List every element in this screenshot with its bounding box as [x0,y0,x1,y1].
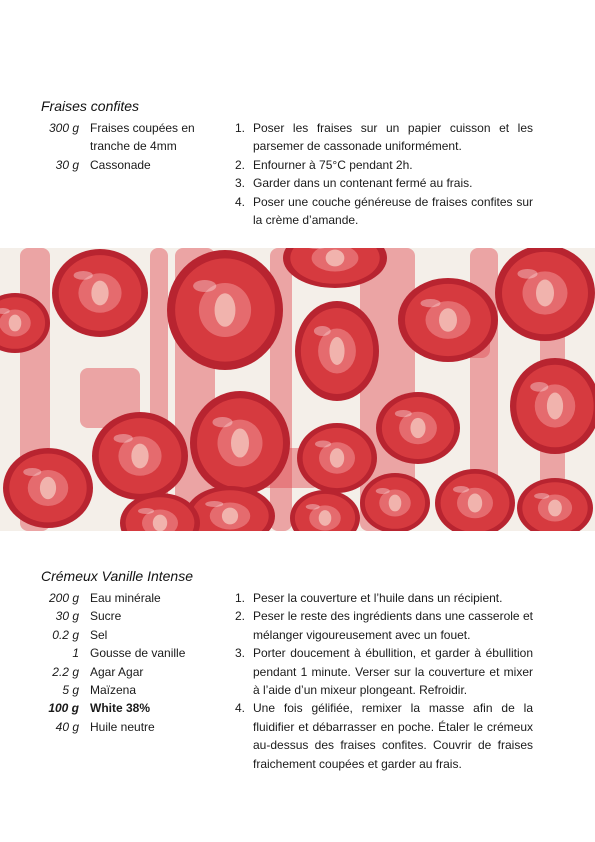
ingredient-quantity: 200 g [48,591,79,605]
step-item [235,156,533,174]
ingredient-row [40,663,215,681]
ingredient-quantity: 5 g [62,683,79,698]
step-item [235,607,533,644]
ingredient-row [40,644,215,662]
ingredient-quantity: 40 g [55,719,79,734]
ingredient-name: Sel [90,627,108,642]
step-item [235,119,533,156]
step-item [235,699,533,773]
step-number: 1. [235,121,246,135]
ingredient-quantity: 1 [72,646,79,661]
step-number: 2. [235,609,246,624]
step-text: Peser le reste des ingrédients dans une casserole et mélanger vigoureusement avec un fouet. [253,609,533,642]
section-title: Fraises confites [41,98,140,114]
step-list [235,119,533,229]
step-number: 2. [235,157,246,172]
ingredient-name: Huile neutre [90,719,155,734]
ingredient-row [40,699,215,717]
step-text: Poser une couche généreuse de fraises confites sur la crème d’amande. [253,194,533,228]
ingredient-quantity: 300 g [48,121,79,135]
ingredient-row [40,681,215,699]
ingredient-quantity: 0.2 g [52,627,79,642]
step-text: Peser la couverture et l’huile dans un récipient. [253,591,503,605]
ingredient-row [40,156,215,174]
step-list [235,589,533,773]
step-item [235,174,533,192]
step-item [235,193,533,230]
ingredient-quantity: 30 g [55,157,79,172]
ingredient-name: Maïzena [90,683,137,698]
strawberry-photo [0,248,595,531]
step-item [235,589,533,607]
step-text: Porter doucement à ébullition, et garder à ébullition pendant 1 minute. Verser sur la couverture et mixer à l’aide d’un mixeur plongeant. Refroidir. [253,646,533,698]
ingredient-row [40,626,215,644]
ingredient-name: Gousse de vanille [90,646,186,661]
ingredient-name: Sucre [90,609,122,624]
recipe-section-fraises-confites [40,98,535,228]
ingredient-name: Fraises coupées en tranche de 4mm [90,121,195,154]
ingredient-quantity: 100 g [48,701,79,716]
step-text: Enfourner à 75°C pendant 2h. [253,157,413,172]
ingredient-name: White 38% [90,701,151,716]
candied-strawberries-image [0,248,595,531]
ingredient-row [40,718,215,736]
recipe-section-cremeux-vanille [40,568,535,771]
ingredient-row [40,589,215,607]
step-number: 1. [235,591,246,605]
ingredient-list [40,589,215,736]
step-number: 3. [235,646,246,661]
step-text: Poser les fraises sur un papier cuisson et les parsemer de cassonade uniformément. [253,121,533,154]
section-title: Crémeux Vanille Intense [41,568,194,584]
ingredient-quantity: 2.2 g [52,664,79,679]
step-number: 4. [235,701,246,716]
step-text: Garder dans un contenant fermé au frais. [253,176,473,191]
step-item [235,644,533,699]
ingredient-row [40,607,215,625]
step-number: 3. [235,176,246,191]
step-number: 4. [235,194,246,209]
ingredient-list [40,119,215,174]
step-text: Une fois gélifiée, remixer la masse afin de la fluidifier et débarrasser en poche. Étaler le crémeux au-dessus des fraises confites. Couvrir de fraises fraichement coupées et garder au frais. [253,701,533,771]
ingredient-row [40,119,215,156]
ingredient-quantity: 30 g [55,609,79,624]
ingredient-name: Agar Agar [90,664,144,679]
ingredient-name: Cassonade [90,157,151,172]
ingredient-name: Eau minérale [90,591,161,605]
